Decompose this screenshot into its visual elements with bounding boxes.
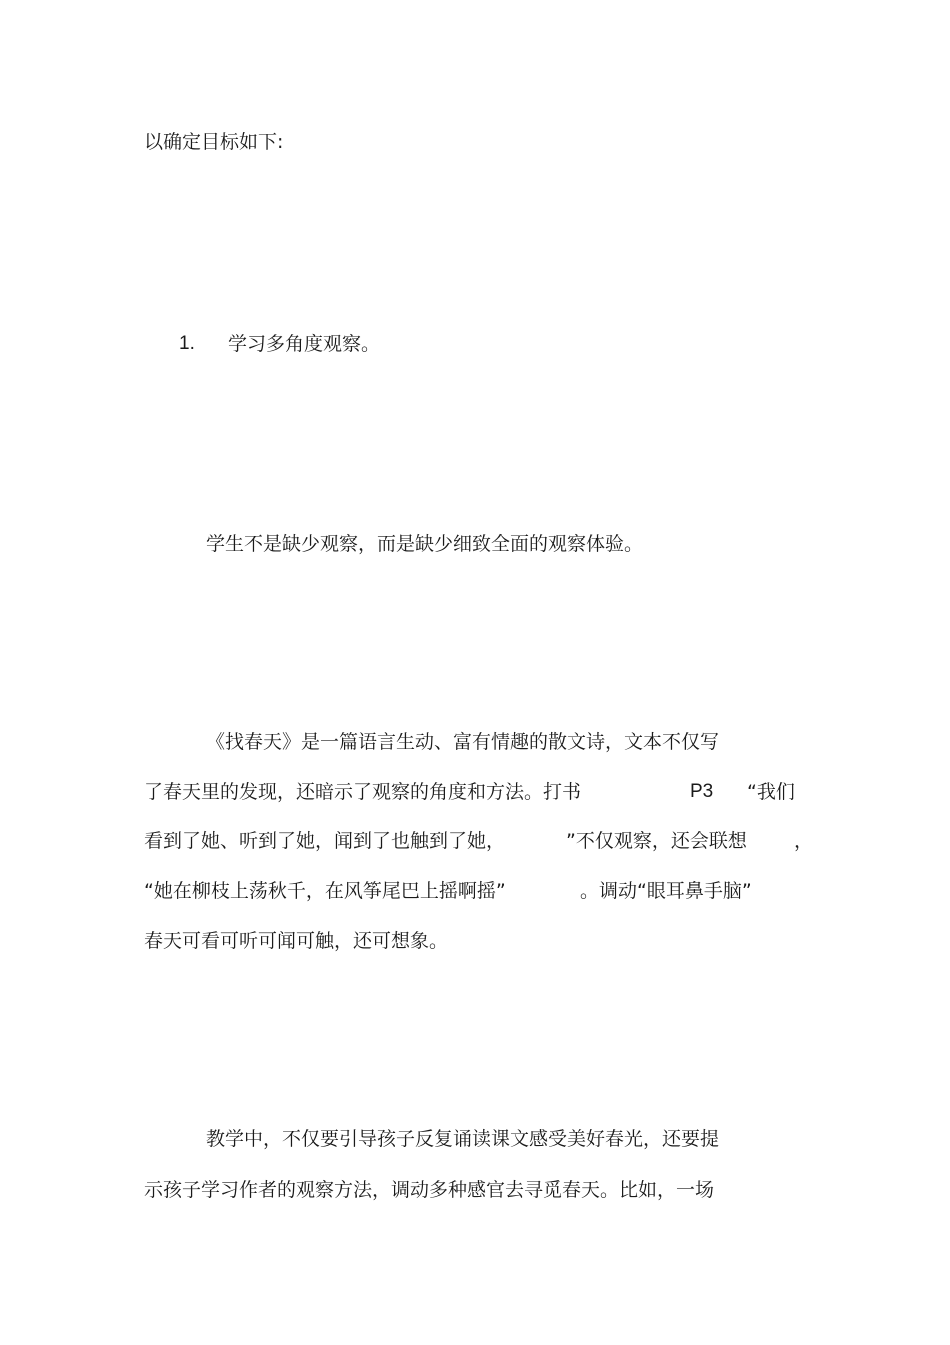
- intro-text: 以确定目标如下:: [144, 131, 284, 153]
- paragraph-2-line-3c: ，: [794, 830, 814, 852]
- paragraph-2-line-5: 春天可看可听可闻可触，还可想象。: [144, 930, 449, 952]
- paragraph-2-line-3b: ”不仅观察，还会联想: [566, 830, 747, 852]
- goal-text: 学习多角度观察。: [228, 333, 381, 355]
- paragraph-2-line-2a: 了春天里的发现，还暗示了观察的角度和方法。打书: [144, 781, 582, 803]
- paragraph-1: 学生不是缺少观察，而是缺少细致全面的观察体验。: [206, 533, 644, 555]
- paragraph-2-line-4b: 。调动“眼耳鼻手脑”: [580, 880, 752, 902]
- paragraph-3-line-1: 教学中，不仅要引导孩子反复诵读课文感受美好春光，还要提: [206, 1128, 720, 1150]
- page-reference: P3: [690, 781, 714, 802]
- paragraph-2-line-1: 《找春天》是一篇语言生动、富有情趣的散文诗，文本不仅写: [206, 731, 720, 753]
- paragraph-2-line-3a: 看到了她、听到了她，闻到了也触到了她，: [144, 830, 506, 852]
- paragraph-2-line-2c: “我们: [747, 781, 795, 803]
- paragraph-3-line-2: 示孩子学习作者的观察方法，调动多种感官去寻觅春天。比如，一场: [144, 1179, 715, 1201]
- goal-number: 1.: [179, 333, 195, 354]
- paragraph-2-line-4a: “她在柳枝上荡秋千，在风筝尾巴上摇啊摇”: [144, 880, 506, 902]
